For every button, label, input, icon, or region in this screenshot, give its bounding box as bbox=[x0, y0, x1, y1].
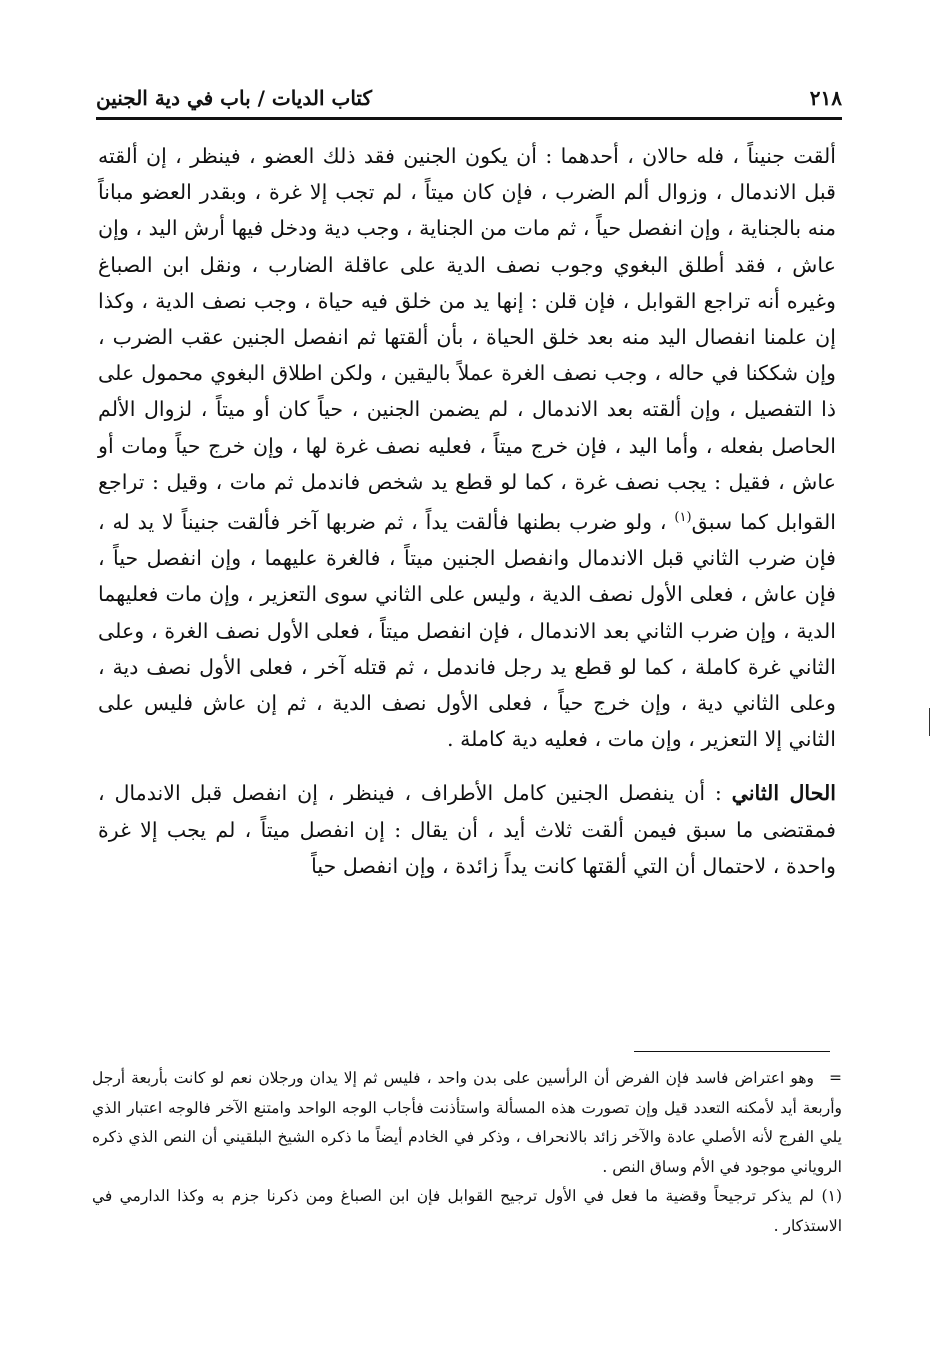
footnote-continuation-marker: = bbox=[829, 1069, 842, 1087]
paragraph-1-part-a: ألقت جنيناً ، فله حالان ، أحدهما : أن يكون الجنين فقد ذلك العضو ، فينظر ، إن ألقته قبل الاندمال ، وزوال ألم الضرب ، فإن كان ميتاً ، لم تجب إلا غرة ، وبقدر العضو مباناً منه بالجناية ، وإن انفصل حياً ، ثم مات من الجناية ، وجب دية ودخل فيها أرش اليد ، وإن عاش ، فقد أطلق البغوي وجوب نصف الدية على عاقلة الضارب ، ونقل ابن الصباغ وغيره أنه تراجع القوابل ، فإن قلن : إنها يد من خلق فيه حياة ، وجب نصف الدية ، وكذا إن علمنا انفصال اليد منه بعد خلق الحياة ، بأن ألقتها ثم انفصل الجنين عقب الضرب ، وإن شككنا في حاله ، وجب نصف الغرة عملاً باليقين ، ولكن اطلاق البغوي محمول على ذا التفصيل ، وإن ألقته بعد الاندمال ، لم يضمن الجنين ، حياً كان أو ميتاً ، لزوال الألم الحاصل بفعله ، وأما اليد ، فإن خرج ميتاً ، فعليه نصف غرة لها ، وإن خرج حياً ومات أو عاش ، فقيل : يجب نصف غرة ، كما لو قطع يد شخص فاندمل ثم مات ، وقيل : تراجع القوابل كما سبق bbox=[98, 144, 836, 534]
footnote-1 bbox=[92, 1182, 842, 1241]
header-rule bbox=[96, 117, 842, 120]
footnote-1-marker: (١) bbox=[821, 1187, 842, 1205]
margin-mark bbox=[929, 708, 930, 736]
paragraph-2 bbox=[98, 775, 836, 884]
footnote-1-text: لم يذكر ترجيحاً وقضية ما فعل في الأول ترجيح القوابل فإن ابن الصباغ ومن ذكرنا جزم به وكذا الدارمي في الاستذكار . bbox=[92, 1187, 842, 1235]
page-header bbox=[96, 66, 842, 110]
paragraph-2-lead: الحال الثاني bbox=[731, 781, 836, 806]
main-text bbox=[98, 138, 836, 884]
footnote-reference: (١) bbox=[674, 510, 692, 526]
paragraph-1 bbox=[98, 138, 836, 757]
footnotes bbox=[92, 1064, 842, 1241]
paragraph-1-part-b: ، ولو ضرب بطنها فألقت يداً ، ثم ضربها آخر فألقت جنيناً لا يد له ، فإن ضرب الثاني قبل الاندمال وانفصل الجنين ميتاً ، فالغرة عليهما ، وإن انفصل حياً ، فإن عاش ، فعلى الأول نصف الدية ، وليس على الثاني سوى التعزير ، وإن مات فعليهما الدية ، وإن ضرب الثاني بعد الاندمال ، فإن انفصل ميتاً ، فعلى الأول نصف الغرة ، وعلى الثاني غرة كاملة ، كما لو قطع يد رجل فاندمل ، ثم قتله آخر ، فعلى الأول نصف دية ، وعلى الثاني دية ، وإن خرج حياً ، فعلى الأول نصف الدية ، ثم إن عاش فليس على الثاني إلا التعزير ، وإن مات ، فعليه دية كاملة . bbox=[98, 509, 836, 752]
footnote-separator bbox=[634, 1051, 830, 1052]
footnote-continuation-text: وهو اعتراض فاسد فإن الفرض أن الرأسين على بدن واحد ، فليس ثم إلا يدان ورجلان نعم لو كانت بأربعة أرجل وأربعة أيد لأمكنه التعدد قيل وإن تصورت هذه المسألة واستأذنت فأجاب الوجه الواحد وامتنع الآخر فالوجه اعتبار الذي يلي الفرج لأنه الأصلي عادة والآخر زائد بالانحراف ، وذكر في الخادم أيضاً ما ذكره الشيخ البلقيني أن النص الذي ذكره الروياني موجود في الأم وساق النص . bbox=[92, 1069, 842, 1176]
running-title: كتاب الديات / باب في دية الجنين bbox=[96, 86, 372, 110]
paragraph-2-text: : أن ينفصل الجنين كامل الأطراف ، فينظر ، إن انفصل قبل الاندمال ، فمقتضى ما سبق فيمن ألقت ثلاث أيد ، أن يقال : إن انفصل ميتاً ، لم يجب إلا غرة واحدة ، لاحتمال أن التي ألقتها كانت يداً زائدة ، وإن انفصل حياً bbox=[98, 781, 836, 878]
page-number: ٢١٨ bbox=[809, 86, 842, 110]
footnote-continuation bbox=[92, 1064, 842, 1182]
